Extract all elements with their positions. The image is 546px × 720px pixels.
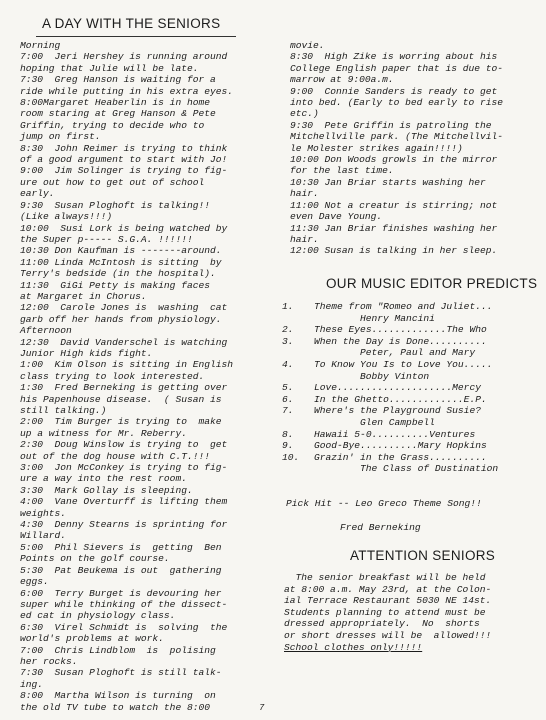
schedule-line: Mitchellville park. (The Mitchellvil- bbox=[290, 131, 504, 143]
music-item-artist-line bbox=[282, 313, 532, 325]
schedule-line: 10:30 Jan Briar starts washing her bbox=[290, 176, 486, 188]
schedule-line: 4:30 Denny Stearns is sprinting for bbox=[20, 519, 228, 531]
schedule-line: 8:30 John Reimer is trying to think bbox=[20, 142, 228, 154]
music-item-artist: Bobby Vinton bbox=[360, 370, 430, 382]
schedule-line: hoping that Julie will be late. bbox=[20, 62, 199, 74]
schedule-line: still talking.) bbox=[20, 405, 107, 416]
schedule-line: ed cat in physiology class. bbox=[20, 610, 176, 622]
schedule-line: up a witness for Mr. Reberry. bbox=[20, 427, 187, 439]
schedule-line: 6:00 Terry Burget is devouring her bbox=[20, 587, 222, 599]
schedule-line: hair. bbox=[290, 188, 319, 200]
schedule-line: 4:00 Vane Overturff is lifting them bbox=[20, 496, 228, 508]
music-item bbox=[282, 359, 532, 371]
attention-line: The senior breakfast will be held bbox=[284, 572, 486, 583]
schedule-line: 1:00 Kim Olson is sitting in English bbox=[20, 359, 234, 371]
schedule-line: for the last time. bbox=[290, 165, 394, 177]
music-item bbox=[282, 429, 532, 441]
schedule-line: movie. bbox=[290, 40, 325, 51]
schedule-line: 9:30 Susan Ploghoft is talking!! bbox=[20, 199, 210, 211]
schedule-line: into bed. (Early to bed early to rise bbox=[290, 97, 504, 109]
music-editor-signature: Fred Berneking bbox=[340, 522, 421, 533]
schedule-line: Points on the golf course. bbox=[20, 553, 170, 565]
schedule-line: 1:30 Fred Berneking is getting over bbox=[20, 382, 228, 394]
schedule-line: 10:00 Don Woods growls in the mirror bbox=[290, 154, 498, 166]
attention-line: ial Terrace Restaurant 5030 NE 14st. bbox=[284, 595, 492, 607]
music-item bbox=[282, 394, 532, 406]
schedule-line: room staring at Greg Hanson & Pete bbox=[20, 108, 216, 120]
music-item-title: To Know You Is to Love You..... bbox=[314, 358, 493, 370]
music-item bbox=[282, 324, 532, 336]
music-item bbox=[282, 382, 532, 394]
schedule-line: 8:30 High Zike is worring about his bbox=[290, 51, 498, 63]
schedule-line: 5:30 Pat Beukema is out gathering bbox=[20, 564, 222, 576]
music-item-number: 8. bbox=[282, 428, 294, 440]
schedule-line: 11:00 Linda McIntosh is sitting by bbox=[20, 256, 222, 268]
music-item-number: 9. bbox=[282, 440, 294, 452]
schedule-line: (Like always!!!) bbox=[20, 211, 113, 223]
schedule-line: 9:00 Connie Sanders is ready to get bbox=[290, 85, 498, 97]
music-item-artist-line bbox=[282, 417, 532, 429]
schedule-line: College English paper that is due to- bbox=[290, 62, 504, 74]
schedule-line: etc.) bbox=[290, 108, 319, 120]
music-item-title: In the Ghetto.............E.P. bbox=[314, 393, 487, 405]
schedule-line: the Super p----- S.G.A. !!!!!! bbox=[20, 233, 193, 245]
schedule-line: at Margaret in Chorus. bbox=[20, 290, 147, 302]
music-item-number: 2. bbox=[282, 324, 294, 336]
schedule-line: Terry's bedside (in the hospital). bbox=[20, 268, 216, 280]
music-item-title: Where's the Playground Susie? bbox=[314, 405, 481, 417]
music-predictions-list bbox=[282, 301, 532, 475]
schedule-line: 2:00 Tim Burger is trying to make bbox=[20, 416, 222, 428]
schedule-line: 12:00 Susan is talking in her sleep. bbox=[290, 245, 498, 257]
music-item bbox=[282, 301, 532, 313]
music-item-artist-line bbox=[282, 371, 532, 383]
schedule-line: 8:00 Martha Wilson is turning on bbox=[20, 690, 216, 702]
attention-notice bbox=[284, 572, 544, 653]
schedule-column-right bbox=[290, 40, 540, 257]
schedule-line: 11:30 Jan Briar finishes washing her bbox=[290, 222, 498, 234]
schedule-line: ing. bbox=[20, 678, 44, 690]
schedule-line: 12:30 David Vanderschel is watching bbox=[20, 336, 228, 348]
schedule-line: 7:00 Jeri Hershey is running around bbox=[20, 51, 228, 63]
schedule-line: world's problems at work. bbox=[20, 633, 164, 645]
schedule-line: jump on first. bbox=[20, 131, 101, 143]
schedule-line: Morning bbox=[20, 40, 61, 51]
pick-hit: Pick Hit -- Leo Greco Theme Song!! bbox=[286, 498, 482, 509]
schedule-line: hair. bbox=[290, 233, 319, 245]
schedule-line: 10:30 Don Kaufman is -------around. bbox=[20, 245, 222, 257]
music-item-number: 1. bbox=[282, 301, 294, 312]
schedule-line: Afternoon bbox=[20, 325, 72, 337]
schedule-line: even Dave Young. bbox=[290, 211, 383, 223]
schedule-line: ure a way into the rest room. bbox=[20, 473, 187, 485]
music-item-artist: Henry Mancini bbox=[360, 312, 435, 324]
schedule-line: early. bbox=[20, 188, 55, 200]
music-item-artist-line bbox=[282, 463, 532, 475]
music-item bbox=[282, 452, 532, 464]
schedule-line: 6:30 Virel Schmidt is solving the bbox=[20, 621, 228, 633]
music-item-title: Theme from "Romeo and Juliet... bbox=[314, 301, 493, 312]
schedule-line: 10:00 Susi Lork is being watched by bbox=[20, 222, 228, 234]
schedule-line: 9:00 Jim Solinger is trying to fig- bbox=[20, 165, 228, 177]
schedule-column-left bbox=[20, 40, 282, 713]
schedule-line: 8:00Margaret Heaberlin is in home bbox=[20, 97, 210, 109]
music-item-title: Hawaii 5-0..........Ventures bbox=[314, 428, 476, 440]
schedule-line: 7:30 Greg Hanson is waiting for a bbox=[20, 74, 216, 86]
schedule-line: ure out how to get out of school bbox=[20, 176, 205, 188]
schedule-line: Griffin, trying to decide who to bbox=[20, 119, 205, 131]
schedule-line: eggs. bbox=[20, 576, 49, 588]
page-title: A DAY WITH THE SENIORS bbox=[42, 16, 221, 31]
schedule-line: 3:00 Jon McConkey is trying to fig- bbox=[20, 462, 228, 474]
music-item bbox=[282, 405, 532, 417]
schedule-line: le Molester strikes again!!!!) bbox=[290, 142, 463, 154]
schedule-line: class trying to look interested. bbox=[20, 370, 205, 382]
music-item bbox=[282, 440, 532, 452]
attention-dress-code: School clothes only!!!!! bbox=[284, 641, 423, 653]
schedule-line: 12:00 Carole Jones is washing cat bbox=[20, 302, 228, 314]
music-item-number: 3. bbox=[282, 335, 294, 347]
schedule-line: 7:30 Susan Ploghoft is still talk- bbox=[20, 667, 222, 679]
schedule-line: 11:30 GiGi Petty is making faces bbox=[20, 279, 210, 291]
attention-line: at 8:00 a.m. May 23rd, at the Colon- bbox=[284, 583, 492, 595]
music-item-title: When the Day is Done.......... bbox=[314, 335, 487, 347]
music-section-title: OUR MUSIC EDITOR PREDICTS bbox=[326, 276, 538, 291]
music-item bbox=[282, 336, 532, 348]
music-item-number: 6. bbox=[282, 393, 294, 405]
music-item-artist-line bbox=[282, 347, 532, 359]
music-item-title: These Eyes.............The Who bbox=[314, 324, 487, 336]
music-item-artist: Peter, Paul and Mary bbox=[360, 347, 476, 359]
schedule-line: Junior High kids fight. bbox=[20, 347, 153, 359]
schedule-line: 2:30 Doug Winslow is trying to get bbox=[20, 439, 228, 451]
schedule-line: Willard. bbox=[20, 530, 67, 542]
attention-line: dressed appropriately. No shorts bbox=[284, 618, 480, 630]
schedule-line: super while thinking of the dissect- bbox=[20, 598, 228, 610]
attention-line: Students planning to attend must be bbox=[284, 606, 486, 618]
music-item-number: 7. bbox=[282, 405, 294, 417]
attention-title: ATTENTION SENIORS bbox=[350, 548, 496, 563]
music-item-title: Grazin' in the Grass.......... bbox=[314, 451, 487, 463]
schedule-line: garb off her hands from physiology. bbox=[20, 313, 222, 325]
schedule-line: 3:30 Mark Gollay is sleeping. bbox=[20, 484, 193, 496]
music-item-artist: Glen Campbell bbox=[360, 416, 435, 428]
music-item-number: 4. bbox=[282, 358, 294, 370]
music-item-number: 5. bbox=[282, 382, 294, 394]
schedule-line: 7:00 Chris Lindblom is polising bbox=[20, 644, 216, 656]
schedule-line: 11:00 Not a creatur is stirring; not bbox=[290, 199, 498, 211]
schedule-line: her rocks. bbox=[20, 655, 78, 667]
schedule-line: ride while putting in his extra eyes. bbox=[20, 85, 234, 97]
music-item-number: 10. bbox=[282, 451, 300, 463]
schedule-line: of a good argument to start with Jo! bbox=[20, 154, 228, 166]
schedule-line: the old TV tube to watch the 8:00 bbox=[20, 701, 210, 713]
schedule-line: 9:30 Pete Griffin is patroling the bbox=[290, 119, 492, 131]
music-item-title: Love....................Mercy bbox=[314, 382, 481, 394]
schedule-line: 5:00 Phil Sievers is getting Ben bbox=[20, 541, 222, 553]
schedule-line: his Papenhouse disease. ( Susan is bbox=[20, 393, 222, 405]
music-item-title: Good-Bye..........Mary Hopkins bbox=[314, 440, 487, 452]
schedule-line: out of the dog house with C.T.!!! bbox=[20, 450, 210, 462]
page-number: 7 bbox=[259, 703, 265, 713]
schedule-line: weights. bbox=[20, 507, 67, 519]
music-item-artist: The Class of Dustination bbox=[360, 463, 499, 475]
attention-line: or short dresses will be allowed!!! bbox=[284, 629, 492, 641]
schedule-line: marrow at 9:00a.m. bbox=[290, 74, 394, 86]
title-underline bbox=[36, 36, 236, 37]
